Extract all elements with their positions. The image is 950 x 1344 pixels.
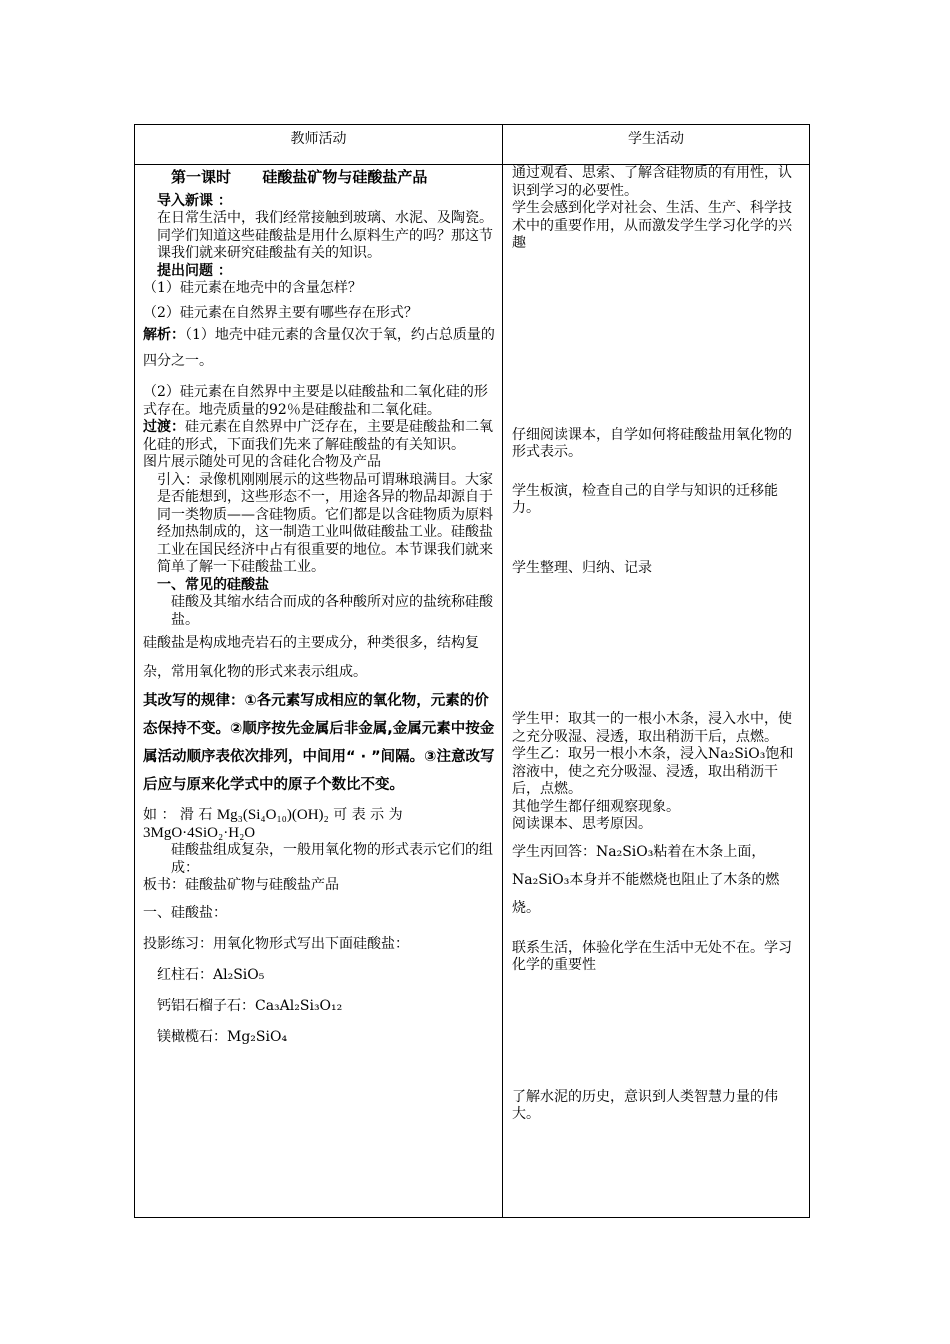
student-note-11: 联系生活，体验化学在生活中无处不在。学习化学的重要性 [512, 939, 792, 973]
example-line: 如 ： 滑 石 Mg₃(Si₄O₁₀)(OH)₂ 可 表 示 为 [143, 807, 403, 823]
mineral-andalusite: 红柱石：Al₂SiO₅ [157, 966, 265, 983]
analysis-2: （2）硅元素在自然界中主要是以硅酸盐和二氧化硅的形式存在。地壳质量的92％是硅酸盐和二氧化硅。 [143, 384, 488, 418]
student-note-2: 学生会感到化学对社会、生活、生产、科学技术中的重要作用，从而激发学生学习化学的兴趣 [512, 200, 792, 251]
mineral-forsterite: 镁橄榄石：Mg₂SiO₄ [157, 1028, 288, 1045]
teacher-activity-column [143, 165, 495, 1055]
mineral-grossular: 钙铝石榴子石：Ca₃Al₂Si₃O₁₂ [157, 997, 343, 1014]
transition-label: 过渡： [143, 419, 185, 435]
complex-text: 硅酸盐组成复杂，一般用氧化物的形式表示它们的组成： [171, 842, 493, 876]
header-student-activity: 学生活动 [628, 131, 684, 147]
intro-text: 在日常生活中，我们经常接触到玻璃、水泥、及陶瓷。同学们知道这些硅酸盐是用什么原料生产的吗？那这节课我们就来研究硅酸盐有关的知识。 [157, 210, 493, 261]
question-label: 提出问题 ： [157, 262, 232, 279]
board-text: 板书：硅酸盐矿物与硅酸盐产品 [143, 877, 339, 893]
exercise-text: 投影练习：用氧化物形式写出下面硅酸盐： [143, 935, 409, 952]
section-common-silicates: 一、常见的硅酸盐 [157, 576, 269, 593]
student-note-6: 学生甲：取其一的一根小木条，浸入水中，使之充分吸湿、浸透，取出稍沥干后，点燃。 [512, 711, 792, 745]
lead-in-text: 引入：录像机刚刚展示的这些物品可谓琳琅满目。大家是否能想到，这些形态不一，用途各异的物品却源自于同一类物质——含硅物质。它们都是以含硅物质为原料经加热制成的，这一制造工业叫做硅酸盐工业。硅酸盐工业在国民经济中占有很重要的地位。本节课我们就来简单了解一下硅酸盐工业。 [157, 471, 493, 575]
picture-show-text: 图片展示随处可见的含硅化合物及产品 [143, 454, 381, 470]
description-text: 硅酸盐是构成地壳岩石的主要成分，种类很多，结构复杂，常用氧化物的形式来表示组成。 [143, 635, 479, 680]
student-note-4: 学生板演，检查自己的自学与知识的迁移能力。 [512, 482, 778, 516]
student-note-5: 学生整理、归纳、记录 [512, 559, 652, 576]
student-note-1: 通过观看、思索、了解含硅物质的有用性，认识到学习的必要性。 [512, 165, 792, 199]
student-activity-column [512, 165, 802, 1124]
student-note-8: 其他学生都仔细观察现象。 [512, 798, 680, 815]
analysis-label: 解析： [143, 327, 185, 343]
student-note-9: 阅读课本、思考原因。 [512, 816, 652, 832]
column-divider [502, 125, 503, 1217]
transition-text: 硅元素在自然界中广泛存在，主要是硅酸盐和二氧化硅的形式，下面我们先来了解硅酸盐的有关知识。 [143, 419, 493, 453]
lesson-title: 第一课时 硅酸盐矿物与硅酸盐产品 [171, 168, 428, 186]
section-silicate: 一、硅酸盐： [143, 904, 227, 921]
student-note-3: 仔细阅读课本，自学如何将硅酸盐用氧化物的形式表示。 [512, 426, 792, 460]
question-1: （1）硅元素在地壳中的含量怎样？ [143, 280, 362, 296]
analysis-1: （1）地壳中硅元素的含量仅次于氧，约占总质量的四分之一。 [143, 327, 495, 369]
definition-text: 硅酸及其缩水结合而成的各种酸所对应的盐统称硅酸盐。 [171, 594, 493, 628]
table-header-row [135, 125, 809, 165]
student-note-10: 学生丙回答：Na₂SiO₃粘着在木条上面，Na₂SiO₃本身并不能燃烧也阻止了木条的燃烧。 [512, 843, 780, 916]
lesson-table [134, 124, 810, 1218]
header-teacher-activity: 教师活动 [290, 131, 347, 147]
question-2: （2）硅元素在自然界主要有哪些存在形式？ [143, 304, 418, 321]
rewrite-rule-text: 其改写的规律：①各元素写成相应的氧化物，元素的价态保持不变。②顺序按先金属后非金属,金属元素中按金属活动顺序表依次排列，中间用“ · ”间隔。③注意改写后应与原来化学式中的原子个数比不变。 [143, 693, 495, 793]
student-note-7: 学生乙：取另一根小木条，浸入Na₂SiO₃饱和溶液中，使之充分吸湿、浸透，取出稍沥干后，点燃。 [512, 746, 794, 797]
intro-label: 导入新课 ： [157, 192, 232, 209]
talc-formula: Mg₃(Si₄O₁₀)(OH)₂ [216, 807, 329, 823]
talc-oxide-formula: 3MgO·4SiO₂·H₂O [143, 825, 256, 841]
student-note-12: 了解水泥的历史，意识到人类智慧力量的伟大。 [512, 1088, 778, 1122]
